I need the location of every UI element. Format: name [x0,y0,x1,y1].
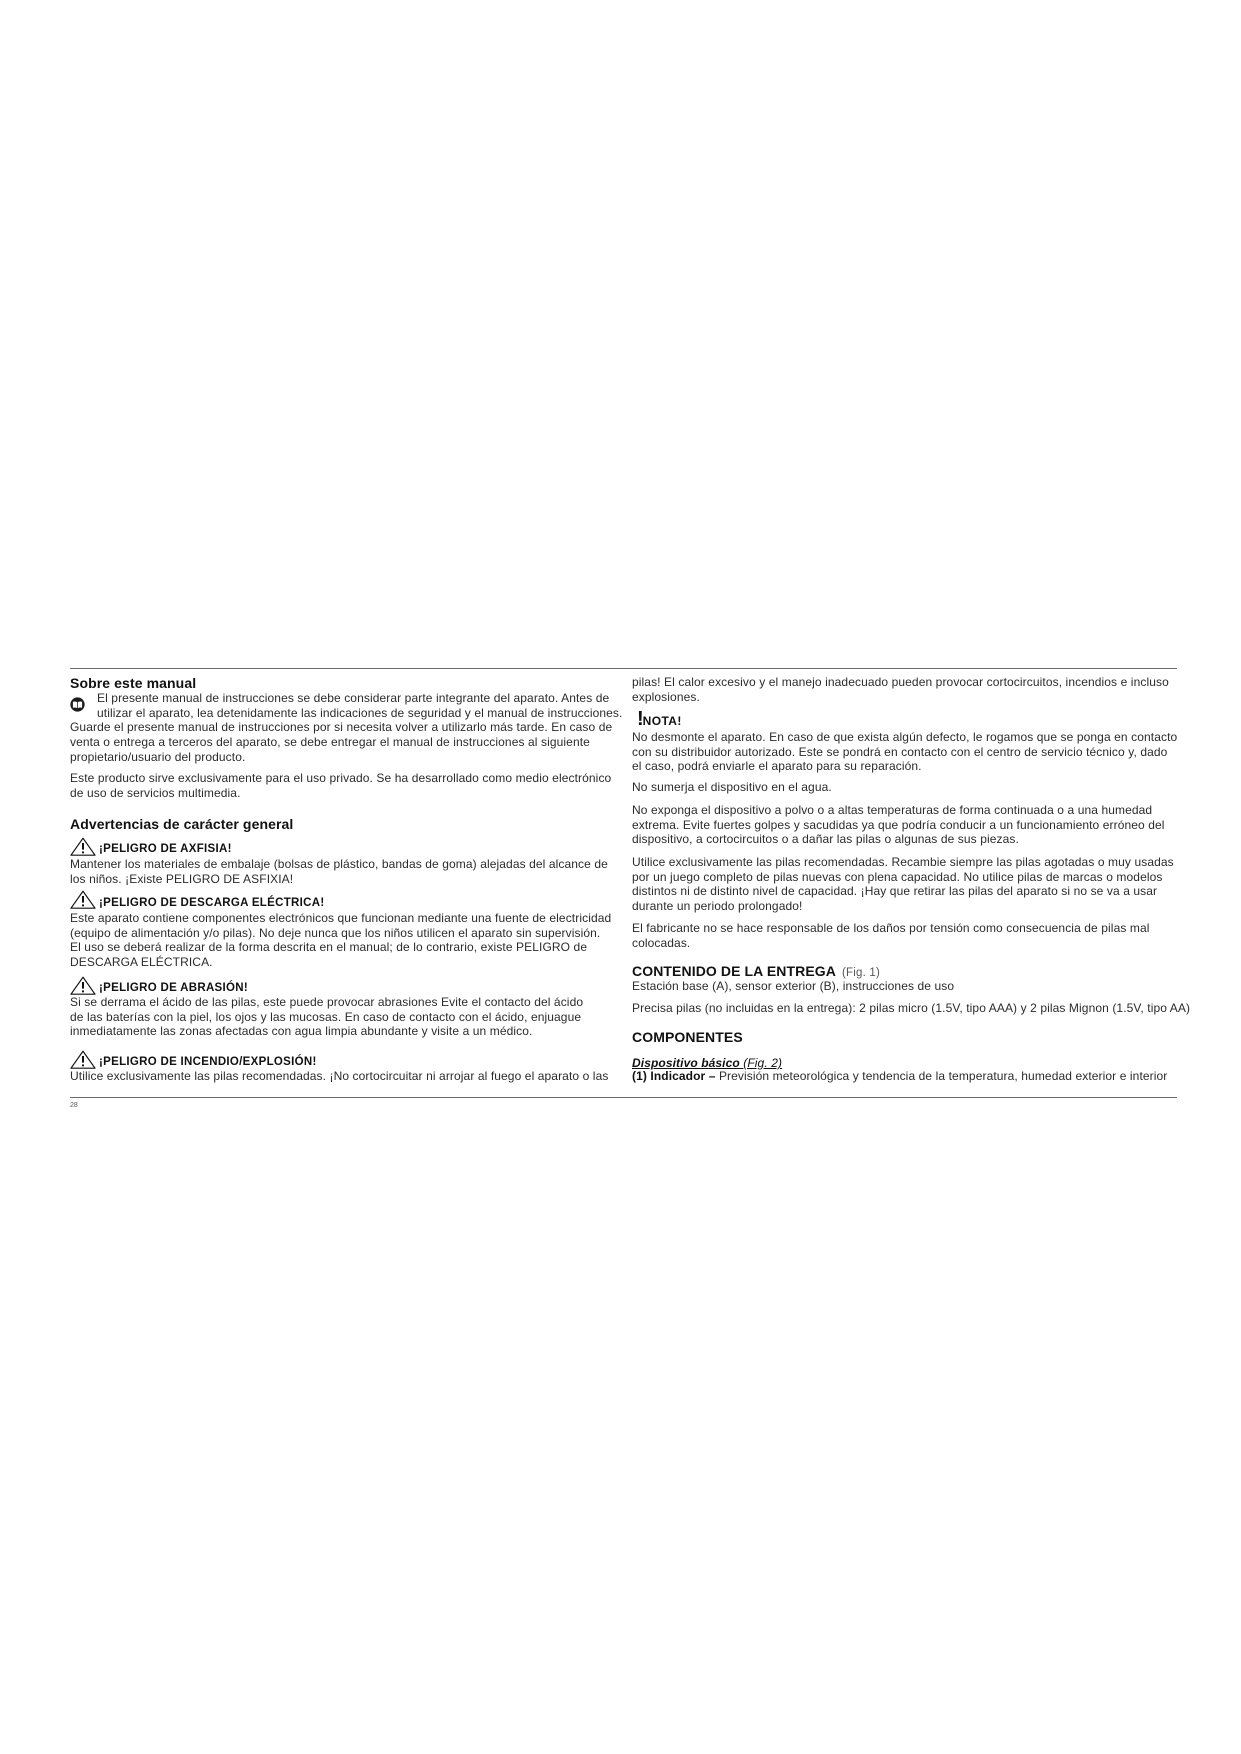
manufacturer-paragraph [632,921,1150,950]
warning-heading-suffocation: ¡PELIGRO DE AXFISIA! [99,843,232,855]
text-line: Si se derrama el ácido de las pilas, este puede provocar abrasiones Evite el contacto del ácido [70,995,584,1009]
text-line: DESCARGA ELÉCTRICA. [70,955,213,970]
warning-triangle-graphic [70,837,96,856]
text-line: El uso se deberá realizar de la forma descrita en el manual; de lo contrario, existe PELIGRO de [70,940,588,955]
subheading-text: Dispositivo básico [632,1056,740,1070]
text-line: venta o entrega a terceros del aparato, se debe entregar el manual de instrucciones al siguiente [70,735,590,750]
text-line: explosiones. [632,689,700,704]
section-title-general-warnings: Advertencias de carácter general [70,816,294,832]
text-line: de uso de servicios multimedia. [70,785,241,800]
component-item-indicator [632,1069,1167,1084]
fire-warning-continuation [632,675,1169,704]
warning-heading-abrasion: ¡PELIGRO DE ABRASIÓN! [99,982,248,994]
about-paragraph-1 [70,691,622,764]
text-line: inmediatamente las zonas afectadas con agua limpia abundante y visite a un médico. [70,1024,533,1039]
warning-triangle-icon [70,890,96,909]
component-label: (1) Indicador – [632,1069,716,1083]
warning-triangle-graphic [70,1050,96,1069]
text-line: El fabricante no se hace responsable de los daños por tensión como consecuencia de pilas mal [632,921,1150,935]
text-line: Mantener los materiales de embalaje (bolsas de plástico, bandas de goma) alejadas del alcance de [70,857,608,871]
warning-triangle-graphic [70,976,96,995]
text-line: de las baterías con la piel, los ojos y las mucosas. En caso de contacto con el ácido, enjuague [70,1009,582,1024]
contents-title-text: CONTENIDO DE LA ENTREGA [632,963,837,979]
text-line: por un juego completo de pilas nuevas con plena capacidad. No utilice pilas de marcas o modelos [632,869,1163,884]
section-title-components: COMPONENTES [632,1029,743,1045]
figure-reference: (Fig. 1) [842,967,881,979]
warning-body-electric-shock [70,911,611,970]
text-line: colocadas. [632,935,691,950]
text-line: distintos ni de distinto nivel de capacidad. ¡Hay que retirar las pilas del aparato si no se va a usar [632,884,1158,899]
warning-body-fire-explosion [70,1069,608,1084]
page-number: 28 [70,1102,78,1109]
exposure-paragraph [632,803,1165,847]
text-line: propietario/usuario del producto. [70,749,246,764]
warning-heading-electric-shock: ¡PELIGRO DE DESCARGA ELÉCTRICA! [99,897,325,909]
section-title-about-manual: Sobre este manual [70,675,197,691]
text-line: Este producto sirve exclusivamente para el uso privado. Se ha desarrollado como medio electrónico [70,771,612,785]
text-line: No sumerja el dispositivo en el agua. [632,780,832,794]
text-line: Utilice exclusivamente las pilas recomendadas. ¡No cortocircuitar ni arrojar al fuego el aparato o las [70,1069,609,1083]
batteries-paragraph [632,855,1174,914]
text-line: con su distribuidor autorizado. Este se pondrá en contacto con el centro de servicio técnico y, dado [632,744,1168,759]
text-line: extrema. Evite fuertes golpes y sacudidas ya que podría conducir a un funcionamiento erróneo del [632,817,1165,832]
top-divider [70,668,1177,669]
exclamation-dot [82,851,84,853]
text-line: Utilice exclusivamente las pilas recomendadas. Recambie siempre las pilas agotadas o muy usadas [632,855,1174,869]
text-line: No desmonte el aparato. En caso de que exista algún defecto, le rogamos que se ponga en contacto [632,730,1178,744]
text-line: dispositivo, a cortocircuitos o a dañar las pilas o algunas de sus piezas. [632,832,1019,847]
note-paragraph [632,730,1177,774]
warning-triangle-icon [70,837,96,856]
text-line: El presente manual de instrucciones se debe considerar parte integrante del aparato. Antes de [97,691,610,705]
exclamation-dot [82,904,84,906]
text-line: No exponga el dispositivo a polvo o a altas temperaturas de forma continuada o a una humedad [632,803,1153,817]
figure-reference: (Fig. 2) [743,1056,783,1070]
warning-body-suffocation [70,857,608,886]
text-line: pilas! El calor excesivo y el manejo inadecuado pueden provocar cortocircuitos, incendios e incluso [632,675,1169,689]
text-line: el caso, podrá enviarle el aparato para su reparación. [632,759,922,774]
text-line: Este aparato contiene componentes electrónicos que funcionan mediante una fuente de electricidad [70,911,612,925]
package-contents-list: Estación base (A), sensor exterior (B), instrucciones de uso [632,979,955,993]
about-paragraph-2 [70,771,611,800]
bottom-divider [70,1097,1177,1098]
text-line: (equipo de alimentación y/o pilas). No deje nunca que los niños utilicen el aparato sin supervisión. [70,925,601,940]
exclamation-dot [82,1064,84,1066]
water-paragraph [632,780,832,795]
warning-triangle-graphic [70,890,96,909]
text-line: Guarde el presente manual de instrucciones por si necesita volver a utilizarlo más tarde. En caso de [70,720,613,735]
exclamation-mark: ! [637,708,644,730]
component-description: Previsión meteorológica y tendencia de la temperatura, humedad exterior e interior [718,1069,1168,1083]
note-heading [637,709,682,729]
warning-triangle-icon [70,1050,96,1069]
batteries-required-text: Precisa pilas (no incluidas en la entrega): 2 pilas micro (1.5V, tipo AAA) y 2 pilas Mignon (1.5V, tipo AA) [632,1001,1191,1015]
text-line: durante un periodo prolongado! [632,899,803,914]
warning-triangle-icon [70,976,96,995]
warning-heading-fire-explosion: ¡PELIGRO DE INCENDIO/EXPLOSIÓN! [99,1056,317,1068]
text-line: utilizar el aparato, lea detenidamente las indicaciones de seguridad y el manual de instrucciones. [97,705,623,720]
note-label: NOTA! [642,714,682,728]
warning-body-abrasion [70,995,583,1039]
text-line: los niños. ¡Existe PELIGRO DE ASFIXIA! [70,871,294,886]
exclamation-dot [82,990,84,992]
